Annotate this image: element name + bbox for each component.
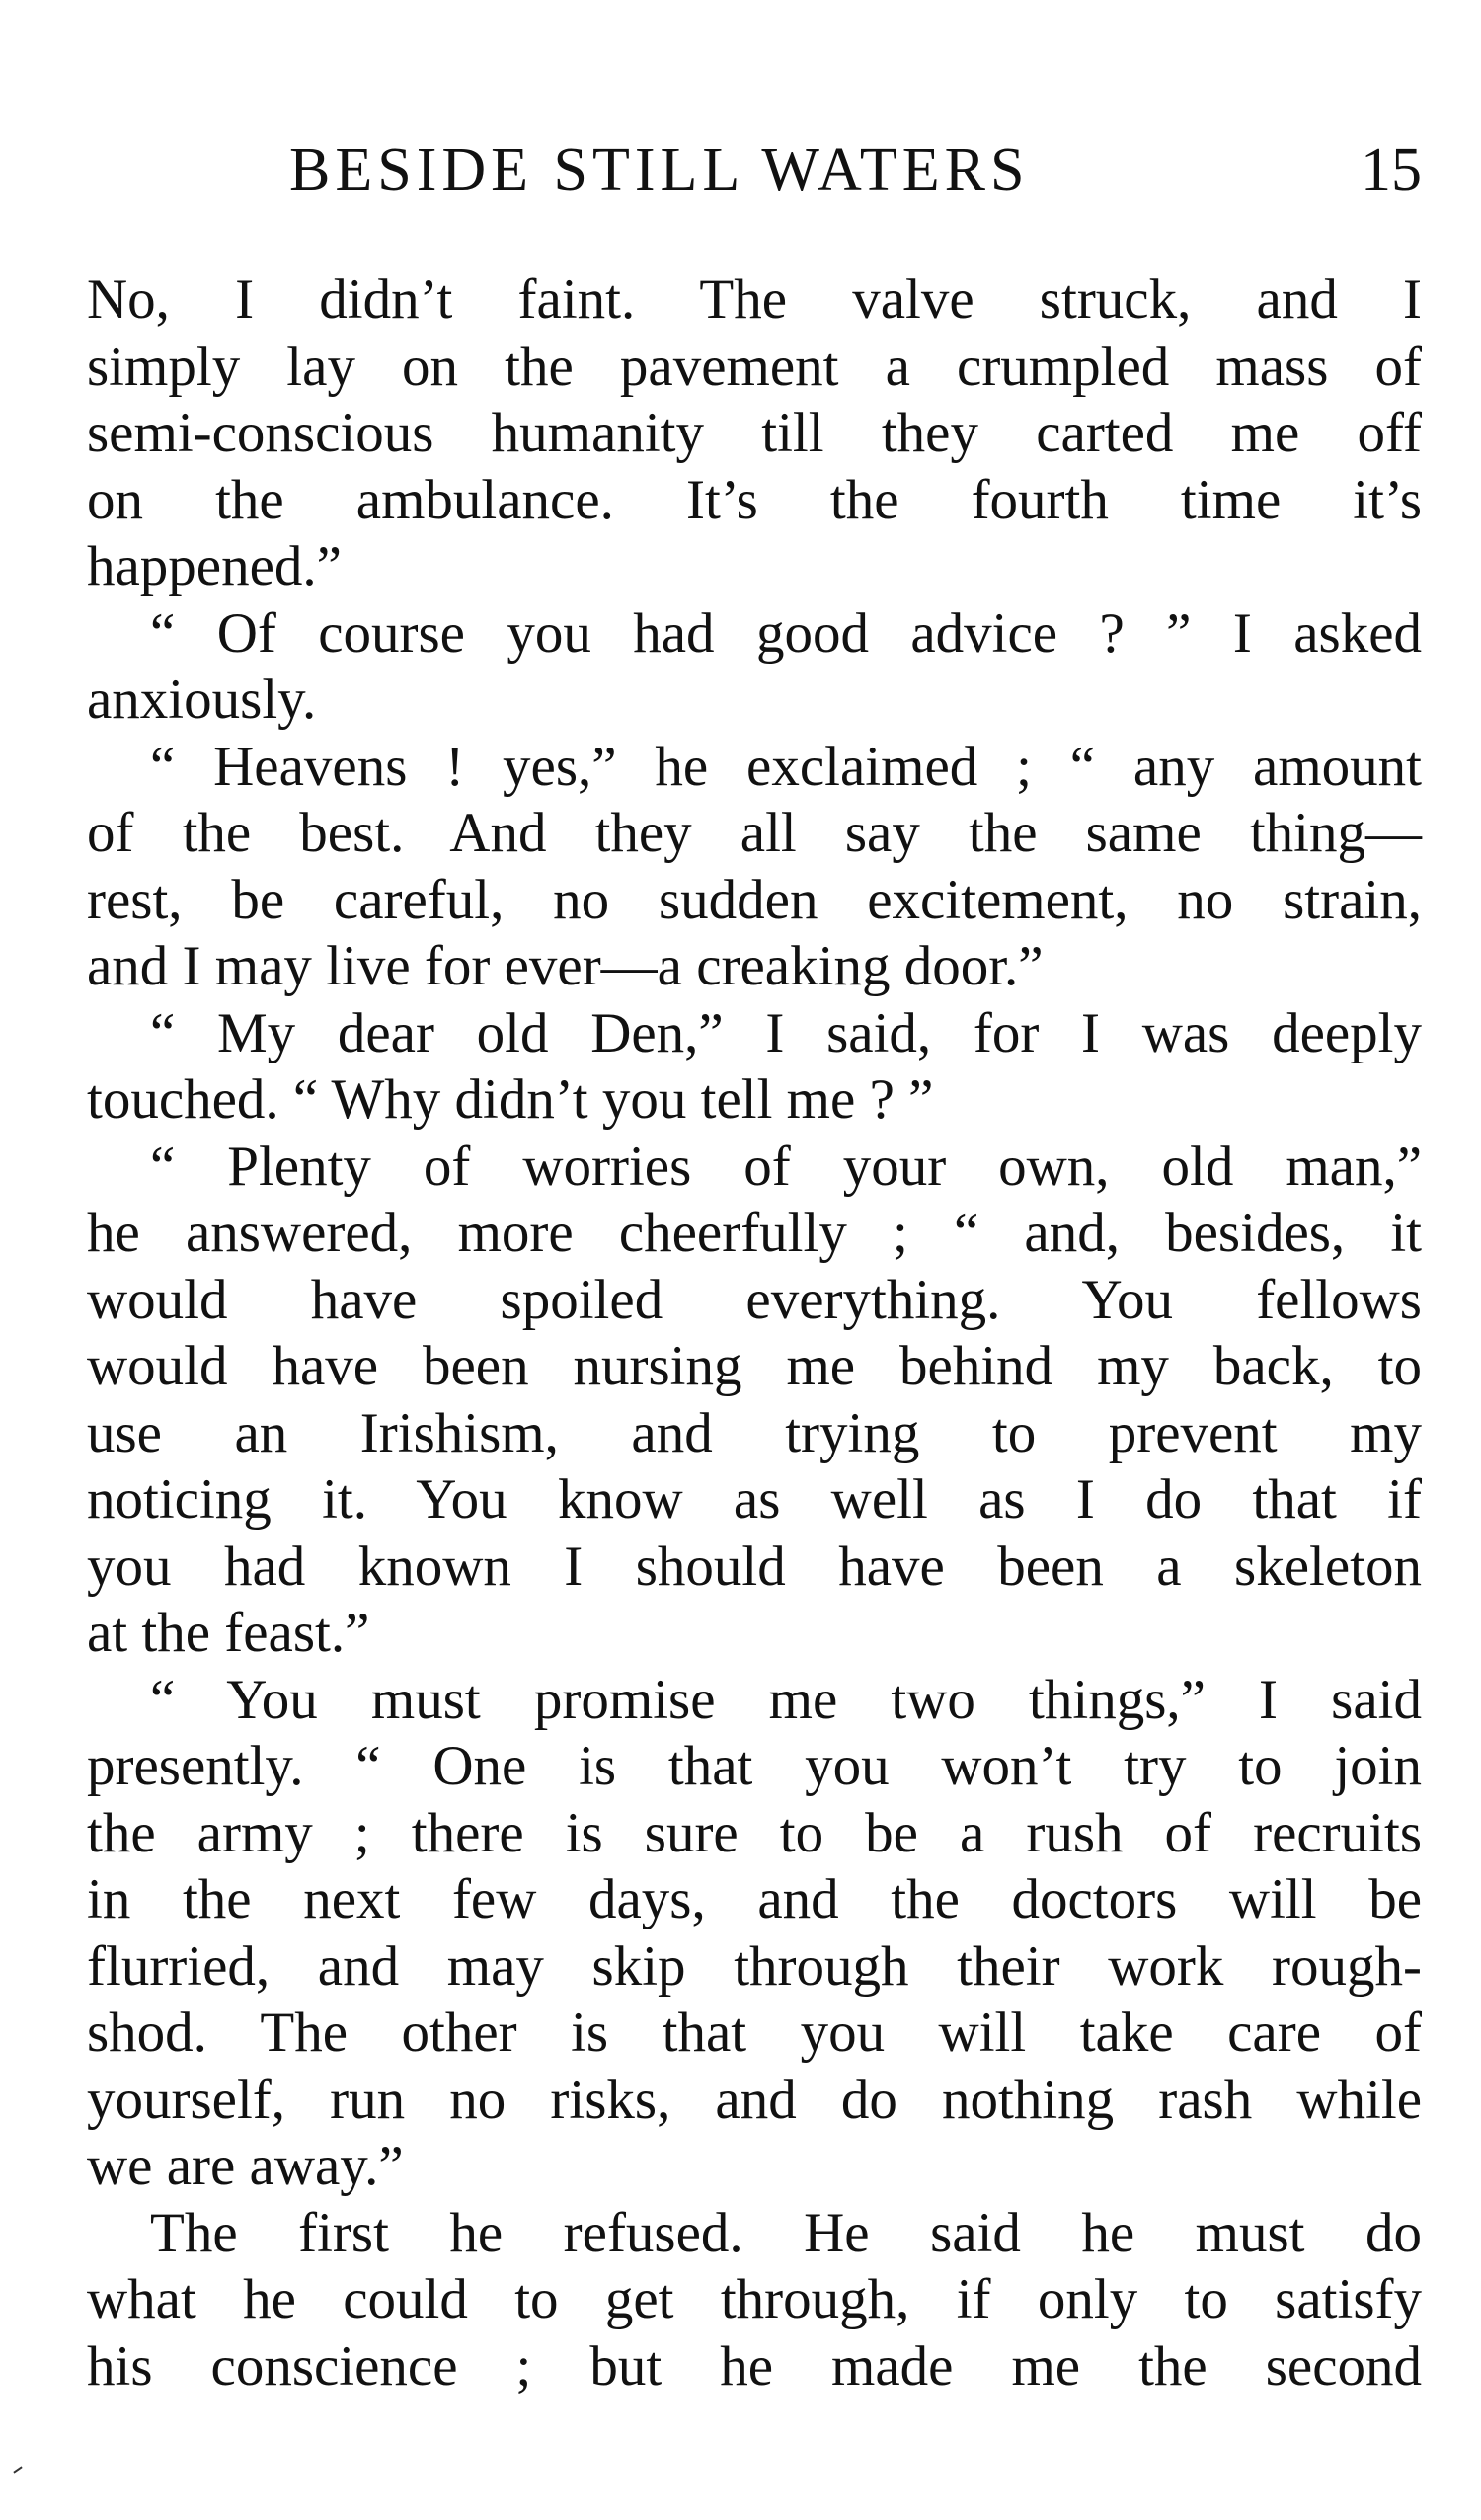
text-line: and I may live for ever—a creaking door.” xyxy=(87,935,1044,997)
text-line: The first he refused. He said he must do xyxy=(150,2201,1422,2264)
text-line: the army ; there is sure to be a rush of recruits xyxy=(87,1801,1422,1864)
text-line: his conscience ; but he made me the second xyxy=(87,2334,1422,2398)
running-head xyxy=(87,130,1422,209)
text-line: “ Of course you had good advice ? ” I asked xyxy=(150,601,1422,665)
text-line: anxiously. xyxy=(87,669,317,731)
text-line: would have been nursing me behind my back, to xyxy=(87,1335,1422,1397)
running-head-title: BESIDE STILL WATERS xyxy=(289,136,1030,203)
text-line: touched. “ Why didn’t you tell me ? ” xyxy=(87,1068,934,1131)
text-line: “ You must promise me two things,” I said xyxy=(150,1668,1422,1731)
text-line: on the ambulance. It’s the fourth time it’s xyxy=(87,468,1422,531)
text-line: we are away.” xyxy=(87,2135,404,2197)
text-line: presently. “ One is that you won’t try to join xyxy=(87,1735,1422,1797)
text-line: yourself, run no risks, and do nothing rash while xyxy=(87,2068,1422,2131)
stray-ink-mark xyxy=(13,2466,22,2473)
text-line: rest, be careful, no sudden excitement, no strain, xyxy=(87,868,1422,931)
text-line: noticing it. You know as well as I do that if xyxy=(87,1468,1422,1531)
text-line: “ Heavens ! yes,” he exclaimed ; “ any amount xyxy=(150,735,1422,798)
text-line: at the feast.” xyxy=(87,1602,370,1664)
text-line: flurried, and may skip through their work rough- xyxy=(87,1934,1422,1998)
body-text xyxy=(87,267,1422,2400)
text-line: “ Plenty of worries of your own, old man,” xyxy=(150,1135,1422,1198)
text-line: shod. The other is that you will take care of xyxy=(87,2002,1422,2064)
text-line: “ My dear old Den,” I said, for I was deeply xyxy=(150,1001,1422,1064)
text-line: semi-conscious humanity till they carted me off xyxy=(87,402,1422,464)
page-number: 15 xyxy=(1361,136,1422,203)
text-line: would have spoiled everything. You fellows xyxy=(87,1268,1422,1331)
text-line: of the best. And they all say the same thing— xyxy=(87,802,1422,864)
text-line: in the next few days, and the doctors will be xyxy=(87,1868,1422,1930)
text-line: No, I didn’t faint. The valve struck, and I xyxy=(87,269,1422,331)
text-line: use an Irishism, and trying to prevent my xyxy=(87,1401,1422,1464)
text-line: simply lay on the pavement a crumpled mass of xyxy=(87,335,1422,398)
text-line: happened.” xyxy=(87,535,342,597)
text-line: you had known I should have been a skeleton xyxy=(87,1535,1422,1598)
text-line: what he could to get through, if only to satisfy xyxy=(87,2268,1422,2330)
text-line: he answered, more cheerfully ; “ and, besides, it xyxy=(87,1202,1422,1264)
